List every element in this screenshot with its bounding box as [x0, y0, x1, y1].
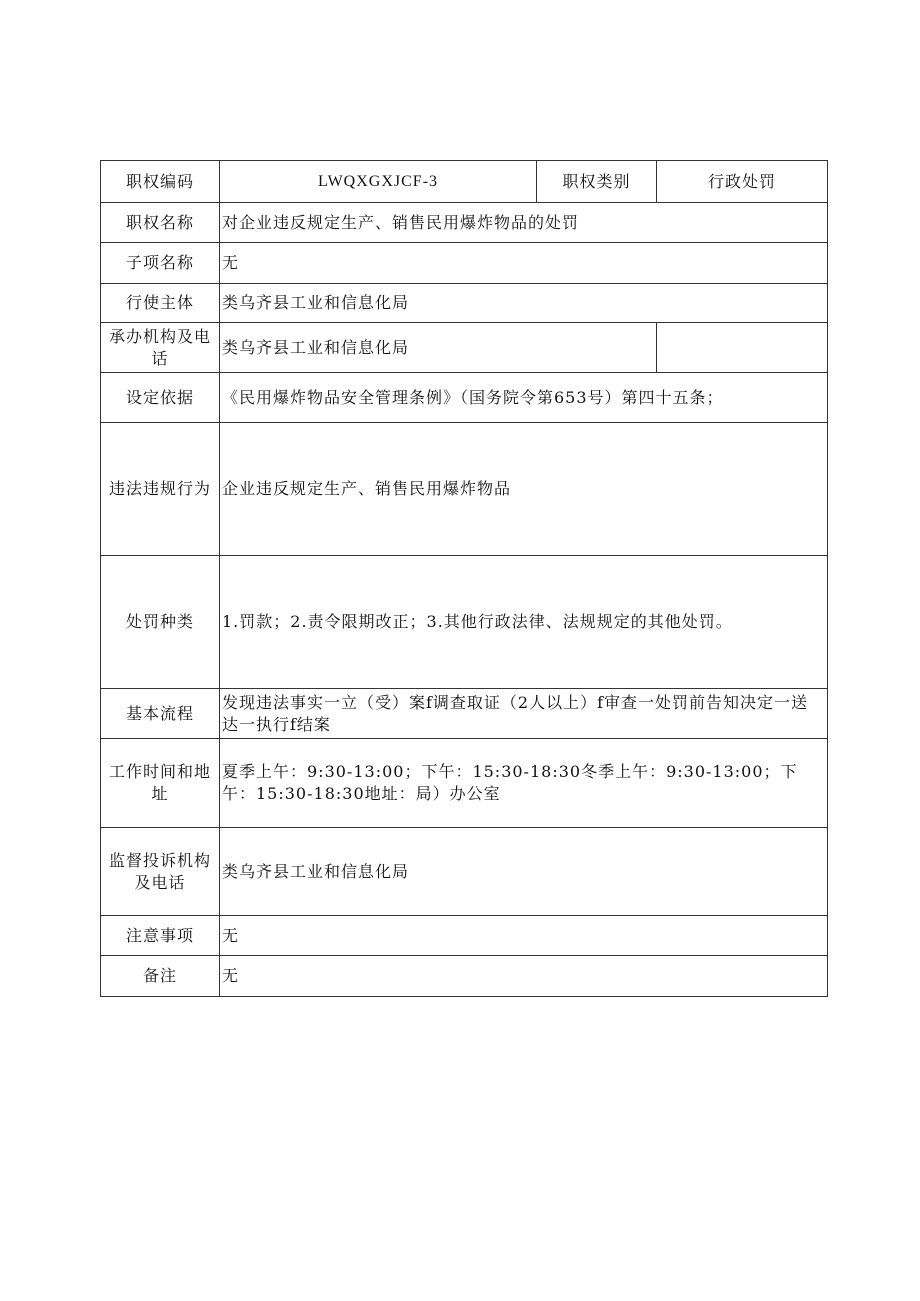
- remark-value: 无: [220, 956, 828, 997]
- subitem-name-value: 无: [220, 243, 828, 284]
- row-work-time: [101, 739, 828, 828]
- handling-agency-label: 承办机构及电话: [101, 323, 220, 373]
- violation-label: 违法违规行为: [101, 423, 220, 556]
- basic-process-value: 发现违法事实一立（受）案f调查取证（2人以上）f审查一处罚前告知决定一送达一执行f结案: [220, 689, 828, 739]
- legal-basis-label: 设定依据: [101, 373, 220, 423]
- notes-value: 无: [220, 916, 828, 956]
- power-code-label: 职权编码: [101, 161, 220, 203]
- penalty-type-label: 处罚种类: [101, 556, 220, 689]
- handling-agency-value: 类乌齐县工业和信息化局: [220, 323, 657, 373]
- row-subitem-name: [101, 243, 828, 284]
- penalty-type-value: 1.罚款；2.责令限期改正；3.其他行政法律、法规规定的其他处罚。: [220, 556, 828, 689]
- power-code-value: LWQXGXJCF-3: [220, 161, 537, 203]
- row-basic-process: [101, 689, 828, 739]
- power-name-value: 对企业违反规定生产、销售民用爆炸物品的处罚: [220, 203, 828, 243]
- row-executing-subject: [101, 284, 828, 323]
- row-power-code: [101, 161, 828, 203]
- supervision-value: 类乌齐县工业和信息化局: [220, 828, 828, 916]
- work-time-label: 工作时间和地址: [101, 739, 220, 828]
- row-remark: [101, 956, 828, 997]
- row-handling-agency: [101, 323, 828, 373]
- power-category-label: 职权类别: [537, 161, 657, 203]
- legal-basis-value: 《民用爆炸物品安全管理条例》（国务院令第653号）第四十五条；: [220, 373, 828, 423]
- supervision-label: 监督投诉机构及电话: [101, 828, 220, 916]
- executing-subject-value: 类乌齐县工业和信息化局: [220, 284, 828, 323]
- subitem-name-label: 子项名称: [101, 243, 220, 284]
- work-time-value: 夏季上午：9:30-13:00；下午：15:30-18:30冬季上午：9:30-13:00；下午：15:30-18:30地址：局）办公室: [220, 739, 828, 828]
- power-category-value: 行政处罚: [657, 161, 828, 203]
- remark-label: 备注: [101, 956, 220, 997]
- executing-subject-label: 行使主体: [101, 284, 220, 323]
- notes-label: 注意事项: [101, 916, 220, 956]
- power-record-table: [100, 160, 828, 997]
- handling-agency-phone: [657, 323, 828, 373]
- power-name-label: 职权名称: [101, 203, 220, 243]
- basic-process-label: 基本流程: [101, 689, 220, 739]
- violation-value: 企业违反规定生产、销售民用爆炸物品: [220, 423, 828, 556]
- row-legal-basis: [101, 373, 828, 423]
- row-supervision: [101, 828, 828, 916]
- row-power-name: [101, 203, 828, 243]
- row-penalty-type: [101, 556, 828, 689]
- row-notes: [101, 916, 828, 956]
- row-violation: [101, 423, 828, 556]
